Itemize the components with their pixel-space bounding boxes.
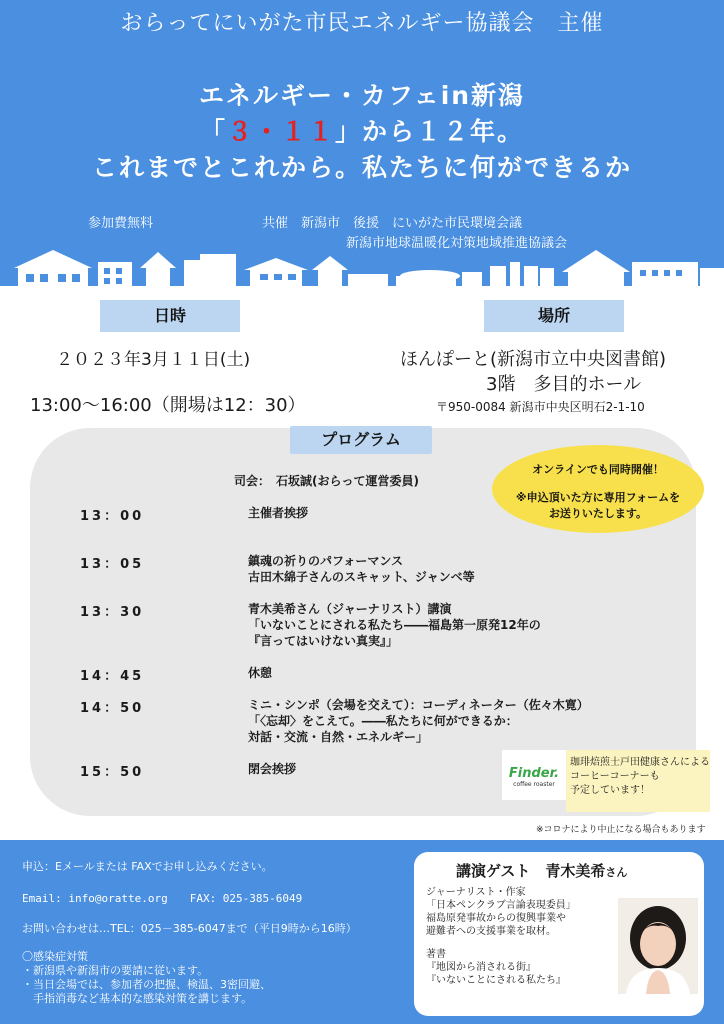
schedule-item [248, 761, 296, 777]
event-time: 13:00～16:00（開場は12：30） [30, 395, 306, 416]
event-title: エネルギー・カフェin新潟 [198, 81, 526, 110]
covid-cancel-note: ※コロナにより中止になる場合もあります [536, 825, 706, 835]
guest-book: 『地図から消される街』 [426, 962, 536, 973]
schedule-time: 13：05 [80, 557, 145, 572]
guest-honorific: さん [605, 866, 628, 879]
schedule-line: ミニ・シンポ（会場を交えて）：コーディネーター（佐々木寛） [248, 698, 589, 712]
free-admission: 参加費無料 [88, 216, 154, 231]
event-date: ２０２３年3月１１日(土) [56, 350, 251, 370]
schedule-time: 15：50 [80, 765, 145, 780]
online-notice-badge [492, 445, 704, 533]
finder-logo-sub: coffee roaster [513, 781, 555, 788]
cohost-line: 共催 新潟市 後援 にいがた市民環境会議 [262, 216, 523, 231]
event-subtitle [0, 112, 724, 148]
online-line: オンラインでも同時開催！ [532, 463, 664, 476]
guest-book: 『いないことにされる私たち』 [426, 975, 566, 986]
schedule-item [248, 553, 475, 585]
schedule-line: 対話・交流・自然・エネルギー」 [248, 730, 429, 744]
schedule-line: 青木美希さん（ジャーナリスト）講演 [248, 602, 452, 616]
apply-info: 申込：Eメールまたは FAXでお申し込みください。 [22, 860, 273, 873]
finder-logo [502, 750, 566, 800]
coffee-line: 珈琲焙煎士戸田健康さんによる [570, 757, 710, 768]
schedule-item [248, 697, 589, 745]
venue-label: 場所 [484, 300, 624, 332]
guest-books-title: 著書 [426, 949, 446, 960]
finder-logo-text: Finder. [508, 766, 560, 781]
coffee-corner-note [566, 750, 710, 812]
schedule-time: 13：30 [80, 605, 145, 620]
bracket-open: 「 [199, 117, 227, 146]
guest-desc: 避難者への支援事業を取材。 [426, 926, 556, 937]
guest-heading [456, 860, 627, 881]
guest-role: ジャーナリスト・作家 [426, 887, 526, 898]
covid-measure: ・新潟県や新潟市の要請に従います。 [22, 964, 209, 977]
schedule-line: 「いないことにされる私たち――福島第一原発12年の [248, 618, 541, 632]
covid-measures-title: 〇感染症対策 [22, 950, 88, 963]
schedule-line: 『言ってはいけない真実』」 [248, 634, 399, 648]
years-text: 」から１２年。 [335, 117, 525, 146]
organizer-line: おらってにいがた市民エネルギー協議会 主催 [120, 11, 604, 36]
schedule-line: 休憩 [248, 666, 273, 680]
date-label: 日時 [100, 300, 240, 332]
online-line: お送りいたします。 [548, 507, 648, 520]
schedule-item [248, 505, 308, 521]
schedule-line: 鎮魂の祈りのパフォーマンス [248, 554, 404, 568]
guest-membership: 「日本ペンクラブ言論表現委員」 [426, 900, 576, 911]
venue-name: ほんぽーと(新潟市立中央図書館) [400, 349, 667, 370]
schedule-item [248, 665, 272, 681]
guest-name: 講演ゲスト 青木美希 [456, 862, 606, 880]
covid-measure: ・当日会場では、参加者の把握、検温、3密回避、 [22, 978, 271, 991]
inquiry-info: お問い合わせは…TEL：025－385-6047まで（平日9時から16時） [22, 922, 357, 935]
venue-room: 3階 多目的ホール [486, 374, 642, 395]
schedule-time: 14：50 [80, 701, 145, 716]
town-skyline-illustration [0, 232, 724, 292]
schedule-line: 古田木綿子さんのスキャット、ジャンベ等 [248, 570, 475, 584]
event-theme: これまでとこれから。私たちに何ができるか [91, 153, 632, 182]
coffee-line: 予定しています！ [570, 785, 650, 796]
mc-line: 司会： 石坂誠(おらって運営委員) [234, 474, 419, 488]
covid-measure: 手指消毒など基本的な感染対策を講じます。 [22, 992, 253, 1005]
guest-profile [426, 886, 576, 987]
coffee-line: コーヒーコーナーも [570, 771, 660, 782]
date-311: ３・１１ [226, 117, 335, 146]
schedule-time: 14：45 [80, 669, 145, 684]
guest-desc: 福島原発事故からの復興事業や [426, 913, 566, 924]
program-label: プログラム [290, 426, 432, 454]
online-line: ※申込頂いた方に専用フォームを [515, 491, 681, 504]
schedule-line: 主催者挨拶 [248, 506, 309, 520]
venue-address: 〒950-0084 新潟市中央区明石2-1-10 [436, 400, 645, 414]
email-fax: Email: info@oratte.org FAX: 025-385-6049 [22, 892, 303, 905]
schedule-line: 閉会挨拶 [248, 762, 297, 776]
schedule-item [248, 601, 541, 649]
cohost-line-2: 新潟市地球温暖化対策地域推進協議会 [346, 236, 568, 251]
schedule-line: 「〈忘却〉をこえて。――私たちに何ができるか： [248, 714, 518, 728]
guest-portrait-photo [618, 898, 698, 994]
schedule-time: 13：00 [80, 509, 145, 524]
